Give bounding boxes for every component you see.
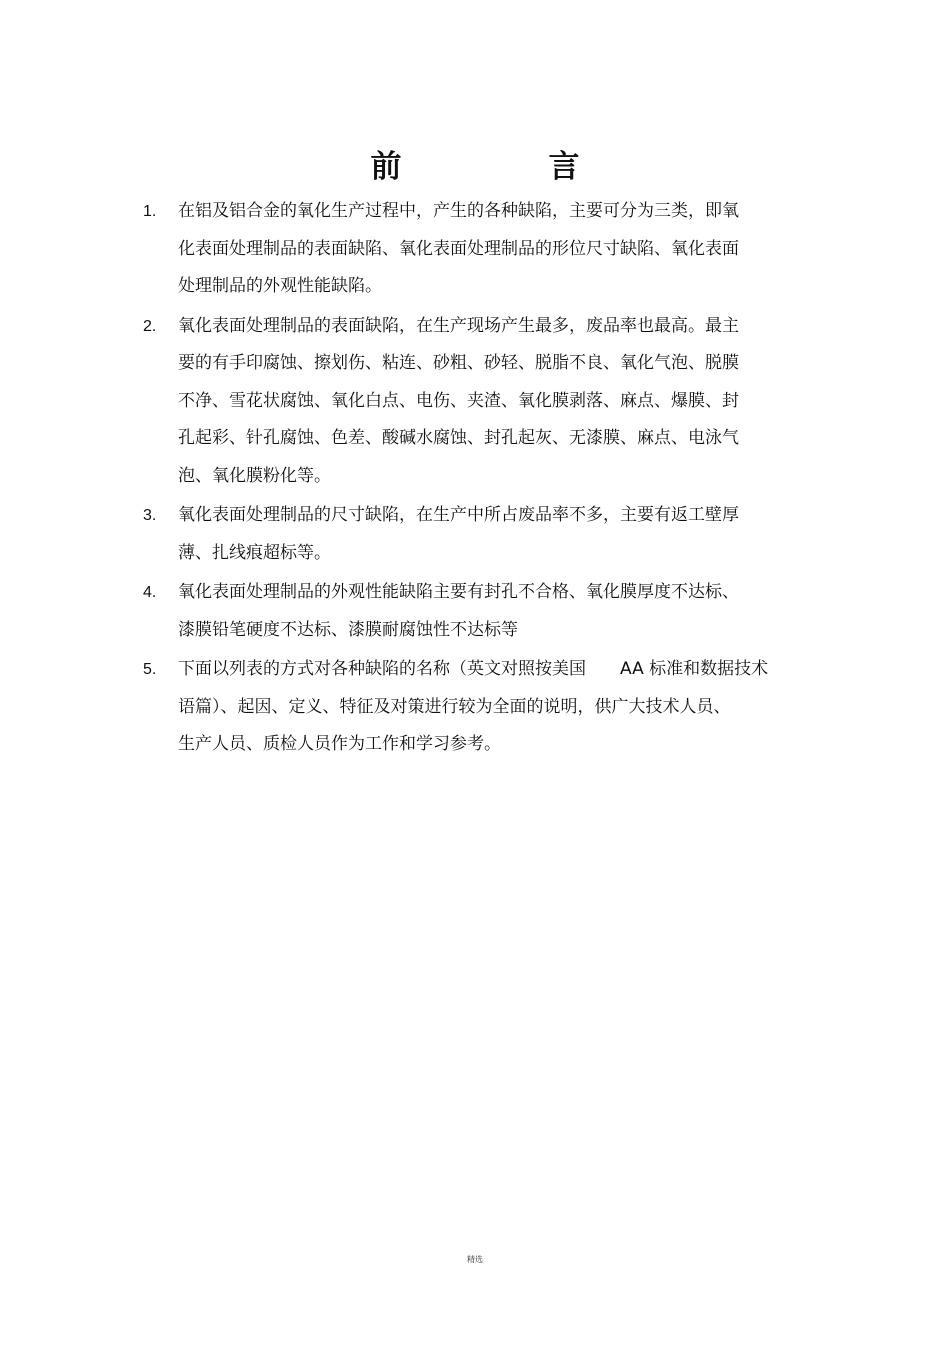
preface-list — [143, 193, 833, 766]
item-text — [178, 574, 833, 649]
item-line: 生产人员、质检人员作为工作和学习参考。 — [178, 734, 501, 754]
item-line: 泡、氧化膜粉化等。 — [178, 465, 331, 486]
item-line: 氧化表面处理制品的尺寸缺陷，在生产中所占废品率不多，主要有返工壁厚 — [178, 505, 739, 525]
item-number: 1. — [143, 203, 157, 220]
item-line: 孔起彩、针孔腐蚀、色差、酸碱水腐蚀、封孔起灰、无漆膜、麻点、电泳气 — [178, 428, 739, 448]
item-text — [178, 497, 833, 572]
list-item — [143, 193, 833, 306]
item-line: 薄、扎线痕超标等。 — [178, 542, 331, 563]
item-line: 下面以列表的方式对各种缺陷的名称（英文对照按美国 AA 标准和数据技术 — [178, 659, 769, 679]
page-footer: 精选 — [467, 1255, 483, 1264]
item-number: 5. — [143, 661, 157, 678]
item-text — [178, 193, 833, 306]
item-line: 不净、雪花状腐蚀、氧化白点、电伤、夹渣、氧化膜剥落、麻点、爆膜、封 — [178, 390, 739, 411]
list-item — [143, 574, 833, 649]
page-title: 前 言 — [370, 148, 638, 185]
item-line: 化表面处理制品的表面缺陷、氧化表面处理制品的形位尺寸缺陷、氧化表面 — [178, 238, 739, 259]
list-item — [143, 651, 833, 764]
item-text — [178, 308, 833, 496]
item-line: 漆膜铅笔硬度不达标、漆膜耐腐蚀性不达标等 — [178, 619, 518, 640]
item-number: 2. — [143, 317, 157, 335]
list-item — [143, 308, 833, 496]
item-line: 在铝及铝合金的氧化生产过程中，产生的各种缺陷，主要可分为三类，即氧 — [178, 201, 739, 221]
item-number: 3. — [143, 507, 157, 524]
item-line: 要的有手印腐蚀、擦划伤、粘连、砂粗、砂轻、脱脂不良、氧化气泡、脱膜 — [178, 353, 739, 373]
item-line: 语篇）、起因、定义、特征及对策进行较为全面的说明，供广大技术人员、 — [178, 696, 731, 717]
item-text — [178, 651, 833, 764]
item-line: 氧化表面处理制品的外观性能缺陷主要有封孔不合格、氧化膜厚度不达标、 — [178, 582, 739, 602]
list-item — [143, 497, 833, 572]
item-number: 4. — [143, 584, 157, 601]
item-line: 氧化表面处理制品的表面缺陷，在生产现场产生最多，废品率也最高。最主 — [178, 315, 739, 336]
item-line: 处理制品的外观性能缺陷。 — [178, 276, 382, 296]
